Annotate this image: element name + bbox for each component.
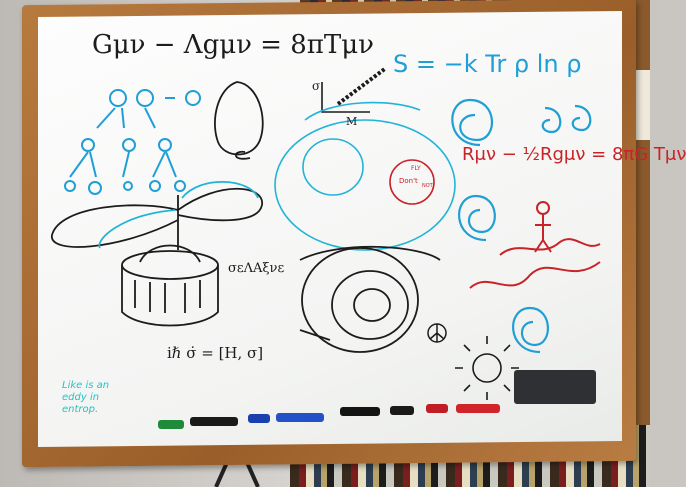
cylinder-sketch — [122, 246, 218, 326]
red-circle-text: Don't — [399, 177, 418, 185]
sigma-word: σεΛΑξνε — [228, 261, 285, 276]
peace-sign — [428, 324, 446, 342]
marker-blue-long[interactable] — [276, 413, 324, 422]
plot-x-label: M — [346, 115, 358, 128]
einstein-equation: Gμν − Λgμν = 8πTμν — [92, 30, 374, 60]
red-circle-text3: NOT — [422, 183, 433, 189]
marker-tray — [150, 404, 515, 428]
entropy-equation: S = −k Tr ρ ln ρ — [393, 50, 582, 78]
marker-blue[interactable] — [248, 414, 270, 423]
board-eraser[interactable] — [514, 370, 596, 404]
black-spiral — [300, 247, 440, 352]
plot-y-label: σ — [312, 79, 321, 93]
marker-red[interactable] — [426, 404, 448, 413]
tree-diagram — [65, 90, 200, 194]
marker-black[interactable] — [190, 417, 238, 426]
scatter-plot — [322, 68, 386, 112]
red-circle-text2: FLY — [411, 165, 421, 172]
commutator-equation: iℏ σ̇ = [H, σ] — [167, 344, 264, 362]
egg-sketch — [215, 82, 263, 159]
marker-black-2[interactable] — [340, 407, 380, 416]
marker-green[interactable] — [158, 420, 184, 429]
marker-black-3[interactable] — [390, 406, 414, 415]
butterfly-sketch — [52, 182, 262, 250]
sun-sketch — [455, 336, 519, 400]
red-waves — [470, 202, 600, 288]
teal-note: Like is an eddy in entrop. — [62, 380, 110, 415]
ricci-equation: Rμν − ½Rgμν = 8πG Tμν — [462, 144, 686, 165]
blue-spirals — [452, 100, 590, 352]
blue-circle-diagram — [275, 103, 455, 250]
marker-red-long[interactable] — [456, 404, 500, 413]
